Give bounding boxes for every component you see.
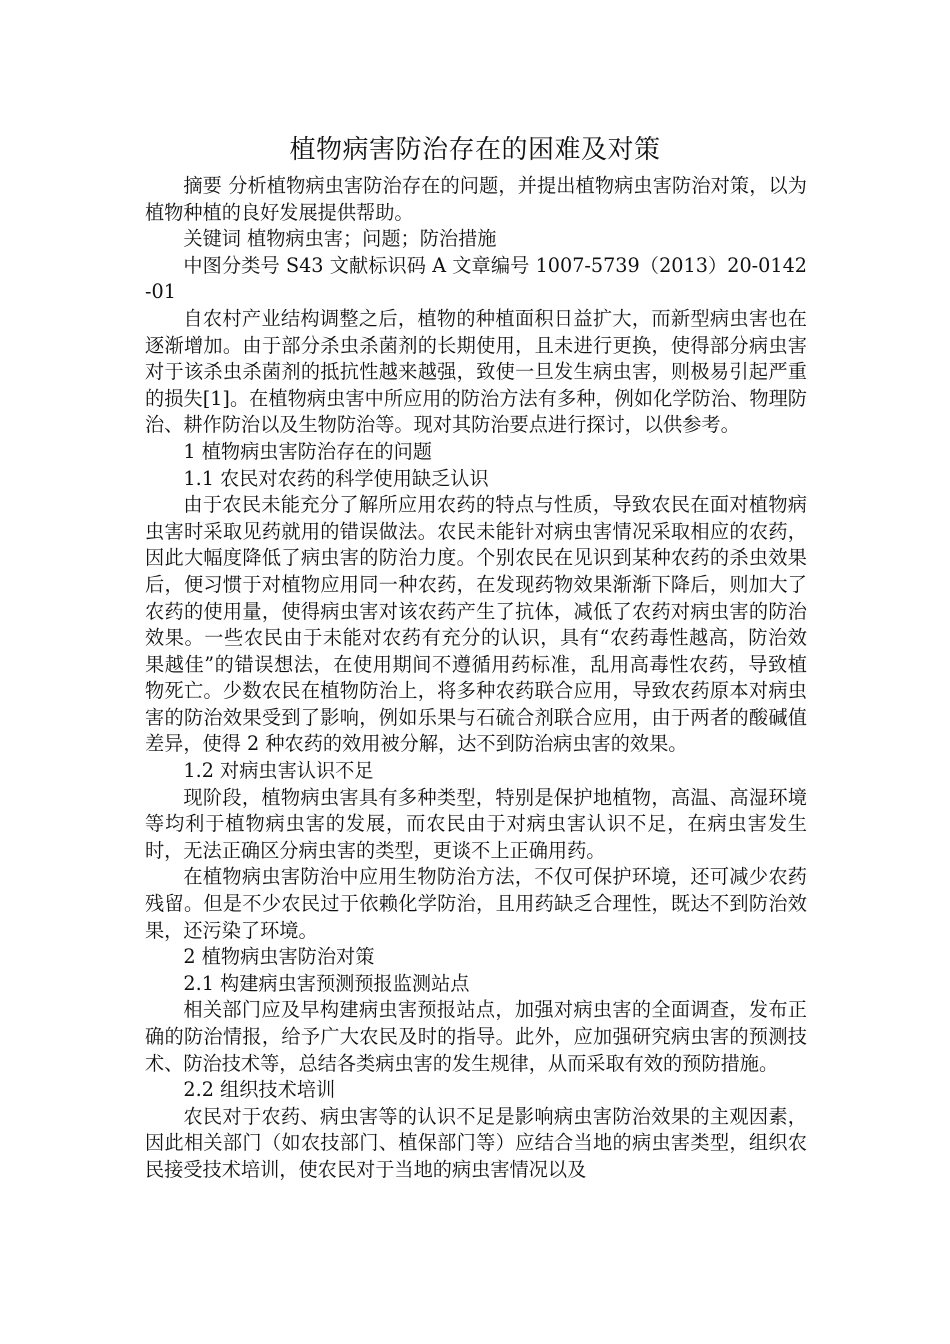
keywords-paragraph: 关键词 植物病虫害；问题；防治措施 [183,227,497,251]
section-heading: 2 植物病虫害防治对策 [183,945,375,969]
document-title: 植物病害防治存在的困难及对策 [289,135,661,165]
subsection-heading: 2.1 构建病虫害预测预报监测站点 [183,971,470,995]
body-paragraph: 在植物病虫害防治中应用生物防治方法，不仅可保护环境，还可减少农药残留。但是不少农民过于依赖化学防治，且用药缺乏合理性，既达不到防治效果，还污染了环境。 [145,865,807,942]
body-paragraph: 由于农民未能充分了解所应用农药的特点与性质，导致农民在面对植物病虫害时采取见药就用的错误做法。农民未能针对病虫害情况采取相应的农药，因此大幅度降低了病虫害的防治力度。个别农民在见识到某种农药的杀虫效果后，便习惯于对植物应用同一种农药，在发现药物效果渐渐下降后，则加大了农药的使用量，使得病虫害对该农药产生了抗体，减低了农药对病虫害的防治效果。一些农民由于未能对农药有充分的认识，具有“农药毒性越高，防治效果越佳”的错误想法，在使用期间不遵循用药标准，乱用高毒性农药，导致植物死亡。少数农民在植物防治上，将多种农药联合应用，导致农药原本对病虫害的防治效果受到了影响，例如乐果与石硫合剂联合应用，由于两者的酸碱值差异，使得 2 种农药的效用被分解，达不到防治病虫害的效果。 [145,493,807,756]
body-paragraph: 自农村产业结构调整之后，植物的种植面积日益扩大，而新型病虫害也在逐渐增加。由于部分杀虫杀菌剂的长期使用，且未进行更换，使得部分病虫害对于该杀虫杀菌剂的抵抗性越来越强，致使一旦发生病虫害，则极易引起严重的损失[1]。在植物病虫害中所应用的防治方法有多种，例如化学防治、物理防治、耕作防治以及生物防治等。现对其防治要点进行探讨，以供参考。 [145,306,807,437]
abstract-paragraph: 摘要 分析植物病虫害防治存在的问题，并提出植物病虫害防治对策，以为植物种植的良好发展提供帮助。 [145,174,807,224]
document-body [145,173,807,1184]
subsection-heading: 2.2 组织技术培训 [183,1078,336,1102]
body-paragraph: 农民对于农药、病虫害等的认识不足是影响病虫害防治效果的主观因素，因此相关部门（如农技部门、植保部门等）应结合当地的病虫害类型，组织农民接受技术培训，使农民对于当地的病虫害情况以及 [145,1104,807,1181]
body-paragraph: 现阶段，植物病虫害具有多种类型，特别是保护地植物，高温、高湿环境等均利于植物病虫害的发展，而农民由于对病虫害认识不足，在病虫害发生时，无法正确区分病虫害的类型，更谈不上正确用药。 [145,785,807,862]
subsection-heading: 1.2 对病虫害认识不足 [183,759,374,783]
subsection-heading: 1.1 农民对农药的科学使用缺乏认识 [183,466,489,490]
classification-paragraph: 中图分类号 S43 文献标识码 A 文章编号 1007-5739（2013）20-0142-01 [145,253,807,304]
body-paragraph: 相关部门应及早构建病虫害预报站点，加强对病虫害的全面调查，发布正确的防治情报，给予广大农民及时的指导。此外，应加强研究病虫害的预测技术、防治技术等，总结各类病虫害的发生规律，从而采取有效的预防措施。 [145,998,807,1075]
section-heading: 1 植物病虫害防治存在的问题 [183,439,432,463]
